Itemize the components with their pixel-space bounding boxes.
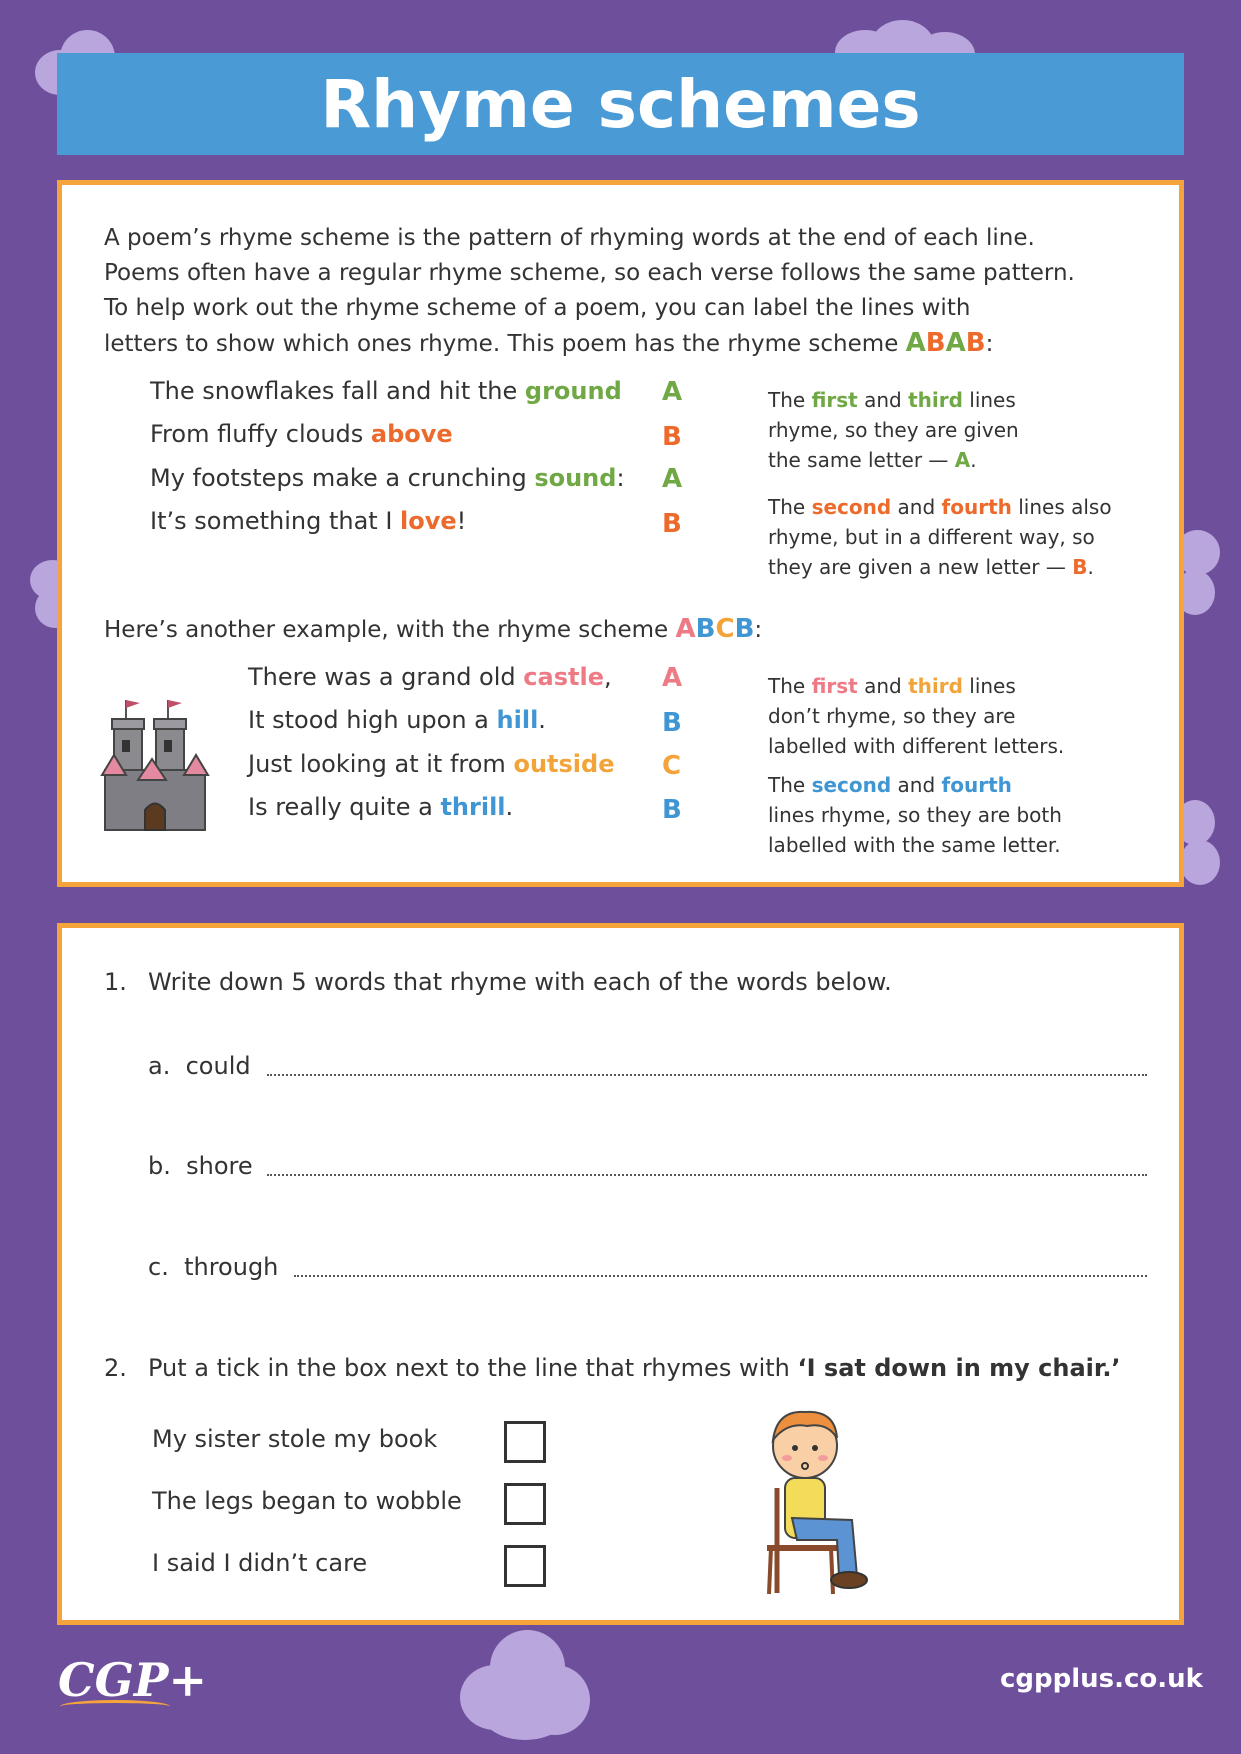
answer-line-a[interactable] bbox=[267, 1074, 1147, 1076]
scheme-letter: B bbox=[965, 328, 986, 358]
castle-illustration bbox=[100, 695, 215, 835]
colon: : bbox=[985, 331, 994, 357]
option-label: I said I didn’t care bbox=[152, 1549, 368, 1577]
scheme-letter: A bbox=[905, 328, 926, 358]
boy-on-chair-illustration bbox=[757, 1398, 897, 1598]
note-line: labelled with different letters. bbox=[768, 734, 1065, 758]
item-label: a. bbox=[148, 1052, 171, 1080]
note-word: The bbox=[768, 773, 812, 797]
item-word: could bbox=[185, 1052, 251, 1080]
poem-line bbox=[248, 706, 546, 734]
question-text: Write down 5 words that rhyme with each of the words below. bbox=[148, 968, 892, 996]
title-banner bbox=[57, 53, 1184, 155]
note-word: . bbox=[970, 448, 977, 472]
question-number: 2. bbox=[104, 1354, 127, 1382]
cloud-decoration bbox=[460, 1630, 590, 1740]
page-title: Rhyme schemes bbox=[320, 65, 921, 143]
option-label: The legs began to wobble bbox=[152, 1487, 462, 1515]
note-word: The bbox=[768, 495, 812, 519]
intro-line bbox=[104, 326, 1075, 362]
rhyme-word: love bbox=[400, 507, 457, 535]
answer-row bbox=[148, 1152, 253, 1180]
note-line: rhyme, but in a different way, so bbox=[768, 525, 1095, 549]
note-text bbox=[768, 671, 1064, 761]
question-number: 1. bbox=[104, 968, 127, 996]
intro-text bbox=[104, 221, 1075, 362]
intro-line: A poem’s rhyme scheme is the pattern of rhyming words at the end of each line. bbox=[104, 225, 1035, 251]
answer-row bbox=[148, 1253, 278, 1281]
rhyme-label: B bbox=[662, 422, 682, 452]
poem-text: From fluffy clouds bbox=[150, 420, 371, 448]
poem-punct: . bbox=[538, 706, 546, 734]
rhyme-label: B bbox=[662, 509, 682, 539]
poem-punct: : bbox=[616, 464, 625, 492]
poem-punct: , bbox=[603, 663, 612, 691]
rhyme-word: ground bbox=[524, 377, 622, 405]
website-url: cgpplus.co.uk bbox=[1000, 1664, 1203, 1694]
scheme-letter: B bbox=[734, 614, 755, 644]
answer-row bbox=[148, 1052, 251, 1080]
poem-punct: . bbox=[505, 793, 514, 821]
note-keyword: first bbox=[811, 674, 858, 698]
rhyme-label: A bbox=[662, 464, 683, 494]
rhyme-label: A bbox=[662, 377, 683, 407]
rhyme-word: sound bbox=[534, 464, 617, 492]
note-keyword: second bbox=[811, 495, 892, 519]
question-text bbox=[148, 1354, 1121, 1382]
note-line bbox=[768, 671, 1064, 701]
scheme-letter: A bbox=[945, 328, 966, 358]
poem-line bbox=[150, 507, 466, 535]
poem-text: There was a grand old bbox=[248, 663, 524, 691]
intro-line: To help work out the rhyme scheme of a poem, you can label the lines with bbox=[104, 295, 971, 321]
item-label: b. bbox=[148, 1152, 171, 1180]
note-text bbox=[768, 770, 1062, 860]
note-keyword: A bbox=[954, 448, 971, 472]
note-word: and bbox=[891, 773, 942, 797]
answer-line-c[interactable] bbox=[294, 1275, 1147, 1277]
rhyme-label: C bbox=[662, 751, 682, 781]
colon: : bbox=[754, 617, 763, 643]
scheme-letter: A bbox=[675, 614, 696, 644]
questions-panel bbox=[57, 923, 1184, 1625]
poem-text: My footsteps make a crunching bbox=[150, 464, 535, 492]
note-keyword: third bbox=[908, 388, 963, 412]
poem-text: Is really quite a bbox=[248, 793, 441, 821]
item-word: through bbox=[184, 1253, 279, 1281]
scheme-letter: C bbox=[715, 614, 735, 644]
poem-line bbox=[248, 750, 614, 778]
note-word: The bbox=[768, 674, 812, 698]
option-label: My sister stole my book bbox=[152, 1425, 438, 1453]
note-word: lines bbox=[962, 674, 1016, 698]
note-word: The bbox=[768, 388, 812, 412]
tick-box-option-2[interactable] bbox=[504, 1483, 546, 1525]
note-line: lines rhyme, so they are both bbox=[768, 803, 1062, 827]
intro-line: Poems often have a regular rhyme scheme, so each verse follows the same pattern. bbox=[104, 260, 1075, 286]
note-keyword: B bbox=[1072, 555, 1088, 579]
tick-box-option-1[interactable] bbox=[504, 1421, 546, 1463]
note-word: lines bbox=[962, 388, 1016, 412]
rhyme-word: above bbox=[370, 420, 453, 448]
rhyme-word: thrill bbox=[440, 793, 506, 821]
poem-line bbox=[150, 420, 453, 448]
item-word: shore bbox=[186, 1152, 253, 1180]
note-text bbox=[768, 492, 1112, 582]
cgp-logo: CGP+ bbox=[58, 1653, 208, 1707]
poem-line bbox=[248, 663, 612, 691]
answer-line-b[interactable] bbox=[267, 1174, 1147, 1176]
logo-swoosh bbox=[60, 1700, 170, 1713]
poem-text: It’s something that I bbox=[150, 507, 401, 535]
rhyme-word: hill bbox=[496, 706, 539, 734]
rhyme-label: B bbox=[662, 708, 682, 738]
note-text bbox=[768, 385, 1019, 475]
note-word: and bbox=[891, 495, 942, 519]
question-text-main: Put a tick in the box next to the line that rhymes with bbox=[148, 1354, 798, 1382]
scheme-letter: B bbox=[925, 328, 946, 358]
note-line: labelled with the same letter. bbox=[768, 833, 1061, 857]
note-word: and bbox=[857, 388, 909, 412]
note-word: and bbox=[857, 674, 909, 698]
question-quote: ‘I sat down in my chair.’ bbox=[797, 1354, 1121, 1382]
note-line: don’t rhyme, so they are bbox=[768, 704, 1016, 728]
note-line bbox=[768, 770, 1062, 800]
poem-line bbox=[150, 377, 622, 405]
poem-punct: ! bbox=[456, 507, 467, 535]
note-keyword: fourth bbox=[941, 773, 1012, 797]
note-line bbox=[768, 445, 1019, 475]
poem-text: The snowflakes fall and hit the bbox=[150, 377, 525, 405]
rhyme-word: castle bbox=[523, 663, 604, 691]
note-word: they are given a new letter — bbox=[768, 555, 1073, 579]
note-line: rhyme, so they are given bbox=[768, 418, 1019, 442]
note-word: the same letter — bbox=[768, 448, 955, 472]
note-keyword: fourth bbox=[941, 495, 1012, 519]
example-intro bbox=[104, 612, 762, 648]
rhyme-word: outside bbox=[513, 750, 615, 778]
poem-line bbox=[150, 464, 625, 492]
rhyme-label: A bbox=[662, 663, 683, 693]
example-text: Here’s another example, with the rhyme scheme bbox=[104, 617, 676, 643]
note-keyword: first bbox=[811, 388, 858, 412]
note-word: lines also bbox=[1011, 495, 1112, 519]
poem-text: Just looking at it from bbox=[248, 750, 514, 778]
item-label: c. bbox=[148, 1253, 169, 1281]
note-word: . bbox=[1087, 555, 1094, 579]
note-keyword: second bbox=[811, 773, 892, 797]
poem-text: It stood high upon a bbox=[248, 706, 497, 734]
tick-box-option-3[interactable] bbox=[504, 1545, 546, 1587]
scheme-letter: B bbox=[695, 614, 716, 644]
poem-line bbox=[248, 793, 513, 821]
intro-line-text: letters to show which ones rhyme. This poem has the rhyme scheme bbox=[104, 331, 906, 357]
explanation-panel bbox=[57, 180, 1184, 887]
note-line bbox=[768, 385, 1019, 415]
note-line bbox=[768, 552, 1112, 582]
note-keyword: third bbox=[908, 674, 963, 698]
rhyme-label: B bbox=[662, 795, 682, 825]
note-line bbox=[768, 492, 1112, 522]
